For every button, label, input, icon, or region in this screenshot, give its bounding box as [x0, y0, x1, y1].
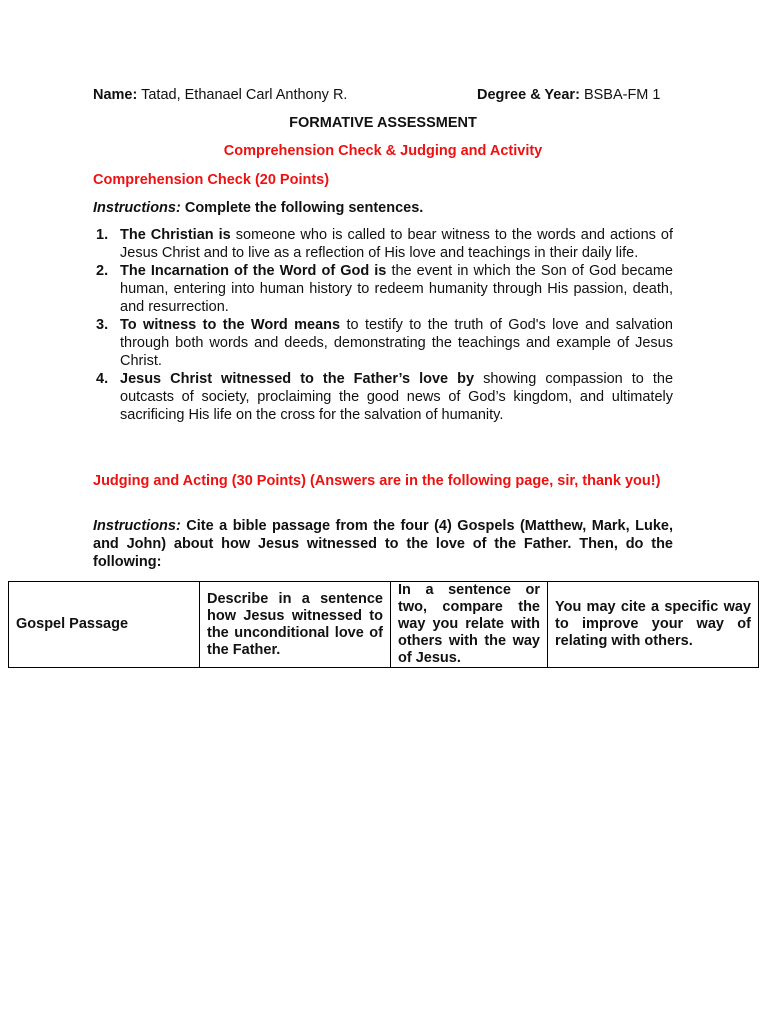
header-cell-describe: Describe in a sentence how Jesus witnessed to the unconditional love of the Father.: [200, 582, 391, 668]
list-item: [93, 226, 673, 262]
item-lead: To witness to the Word means: [120, 317, 341, 333]
degree-year: [477, 87, 660, 103]
item-number: 4.: [96, 371, 109, 387]
comprehension-heading: Comprehension Check (20 Points): [93, 172, 330, 188]
instructions-text: Complete the following sentences.: [184, 200, 424, 216]
item-lead: The Christian is: [120, 227, 231, 243]
instructions-label: Instructions:: [93, 518, 181, 534]
judging-instructions: [93, 517, 673, 571]
table-header-row: [9, 582, 759, 668]
header-cell-gospel-passage: Gospel Passage: [9, 582, 200, 668]
degree-value: BSBA-FM 1: [583, 87, 661, 103]
student-info-row: [93, 87, 673, 107]
document-title: FORMATIVE ASSESSMENT: [289, 115, 477, 131]
list-item: [93, 316, 673, 370]
name-label: Name:: [93, 87, 138, 103]
judging-heading: Judging and Acting (30 Points) (Answers are in the following page, sir, thank you!): [93, 473, 661, 489]
list-item: [93, 262, 673, 316]
header-cell-improve: You may cite a specific way to improve your way of relating with others.: [548, 582, 759, 668]
degree-label: Degree & Year:: [477, 87, 580, 103]
comprehension-instructions: [93, 199, 673, 217]
activity-table: [8, 581, 759, 668]
item-text: the event in which the Son of God became human, entering into human history to redeem humanity through His passion, death, and resurrection.: [120, 263, 673, 315]
item-text: someone who is called to bear witness to the words and actions of Jesus Christ and to live as a reflection of His love and teachings in their daily life.: [120, 227, 674, 261]
answer-list: [93, 226, 673, 424]
instructions-text: Cite a bible passage from the four (4) Gospels (Matthew, Mark, Luke, and John) about how Jesus witnessed to the love of the Father. Then, do the following:: [93, 518, 673, 570]
list-item: [93, 370, 673, 424]
item-number: 2.: [96, 263, 109, 279]
item-number: 3.: [96, 317, 109, 333]
item-text: to testify to the truth of God's love and salvation through both words and deeds, demonstrating the teachings and example of Jesus Christ.: [120, 317, 673, 369]
name-value: Tatad, Ethanael Carl Anthony R.: [141, 87, 348, 103]
item-lead: The Incarnation of the Word of God is: [120, 263, 387, 279]
student-name: [93, 87, 347, 103]
item-number: 1.: [96, 227, 109, 243]
header-cell-compare: In a sentence or two, compare the way you relate with others with the way of Jesus.: [391, 582, 548, 668]
instructions-label: Instructions:: [93, 200, 181, 216]
item-text: showing compassion to the outcasts of society, proclaiming the good news of God’s kingdom, and ultimately sacrificing His life on the cross for the salvation of humanity.: [120, 371, 674, 423]
item-lead: Jesus Christ witnessed to the Father’s love by: [120, 371, 475, 387]
document-subtitle: Comprehension Check & Judging and Activity: [223, 143, 543, 159]
